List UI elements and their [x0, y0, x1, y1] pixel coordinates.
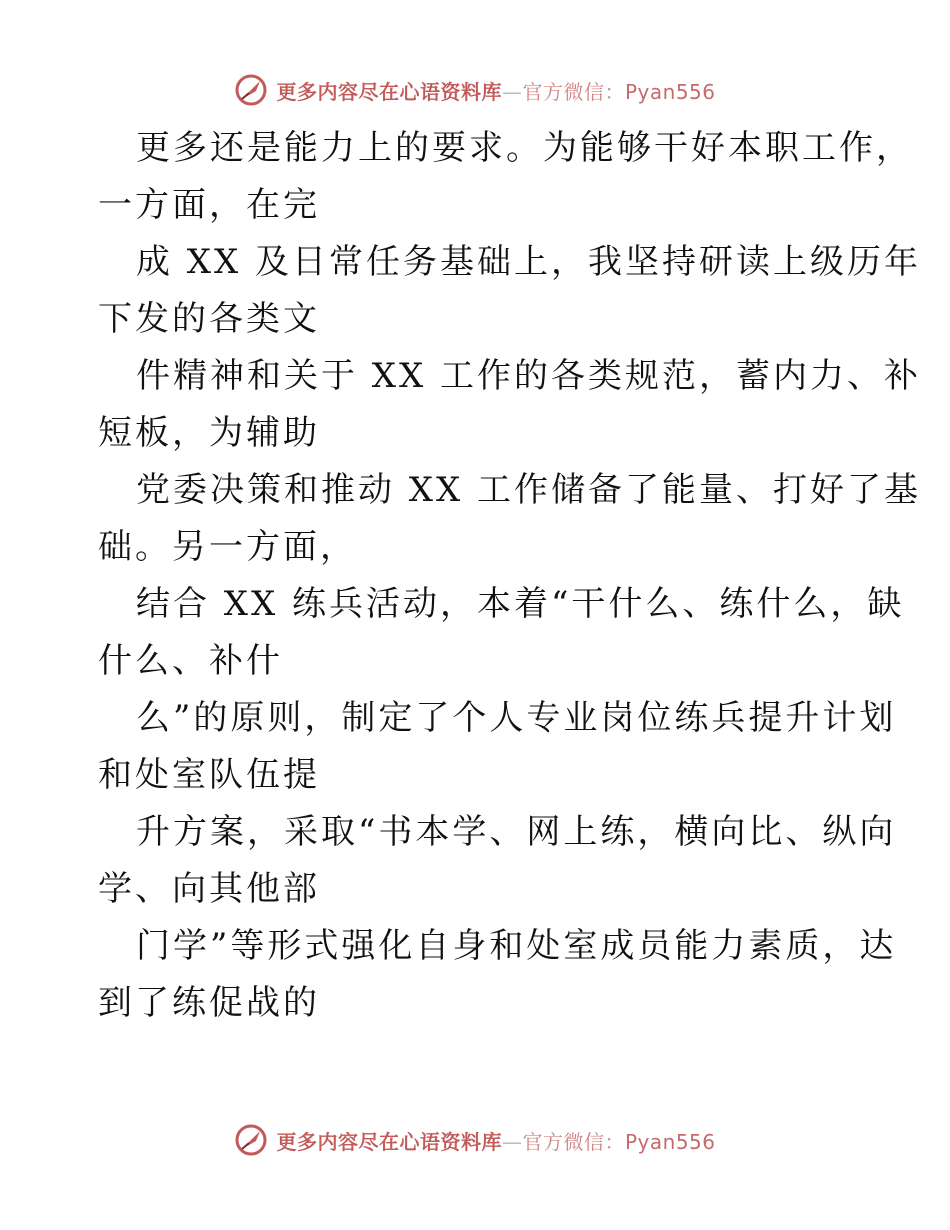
text-line-12: 和处室队伍提 — [98, 755, 320, 795]
text-line-6: 短板，为辅助 — [98, 413, 320, 453]
quill-circle-logo-icon — [234, 1123, 268, 1157]
text-line-1: 更多还是能力上的要求。为能够干好本职工作， — [136, 128, 913, 168]
text-line-10: 什么、补什 — [98, 641, 283, 681]
header-account: Pyan556 — [624, 79, 716, 104]
text-line-11: 么”的原则，制定了个人专业岗位练兵提升计划 — [136, 698, 897, 738]
text-line-7: 党委决策和推动 XX 工作储备了能量、打好了基 — [136, 470, 922, 510]
text-line-8: 础。另一方面， — [98, 527, 357, 567]
footer-banner — [0, 1120, 950, 1160]
text-line-15: 门学”等形式强化自身和处室成员能力素质，达 — [136, 926, 897, 966]
header-banner — [0, 70, 950, 110]
body-text — [98, 120, 922, 1032]
text-line-2: 一方面，在完 — [98, 185, 320, 225]
footer-banner-text — [276, 1126, 715, 1155]
footer-brand: 更多内容尽在心语资料库 — [276, 1129, 502, 1154]
footer-account: Pyan556 — [624, 1129, 716, 1154]
header-banner-text — [276, 76, 715, 105]
quill-circle-logo-icon — [234, 73, 268, 107]
footer-label: 官方微信： — [522, 1129, 625, 1154]
text-line-3: 成 XX 及日常任务基础上，我坚持研读上级历年 — [136, 242, 922, 282]
header-label: 官方微信： — [522, 79, 625, 104]
text-line-9: 结合 XX 练兵活动，本着“干什么、练什么，缺 — [136, 584, 905, 624]
footer-separator: — — [501, 1129, 523, 1154]
header-separator: — — [501, 79, 523, 104]
text-line-5: 件精神和关于 XX 工作的各类规范，蓄内力、补 — [136, 356, 922, 396]
text-line-16: 到了练促战的 — [98, 983, 320, 1023]
text-line-13: 升方案，采取“书本学、网上练，横向比、纵向 — [136, 812, 897, 852]
text-line-14: 学、向其他部 — [98, 869, 320, 909]
header-brand: 更多内容尽在心语资料库 — [276, 79, 502, 104]
text-line-4: 下发的各类文 — [98, 299, 320, 339]
